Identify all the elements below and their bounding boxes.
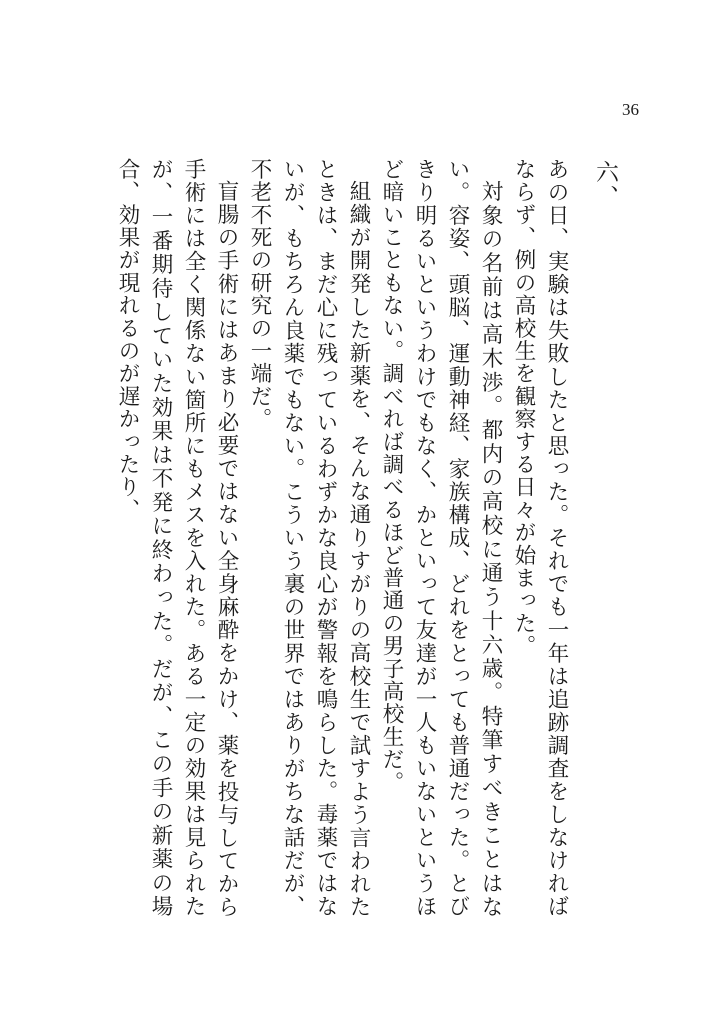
paragraph-3: 組織が開発した新薬を、そんな通りすがりの高校生で試すよう言われたときは、まだ心に残っているわずかな良心が警報を鳴らした。毒薬ではないが、もちろん良薬でもない。こういう裏の世界ではありがちな話だが、不老不死の研究の一端だ。 (247, 158, 371, 918)
chapter-heading: 六、 (592, 160, 618, 210)
paragraph-4: 盲腸の手術にはあまり必要ではない全身麻酔をかけ、薬を投与してから手術には全く関係ない箇所にもメスを入れた。ある一定の効果は見られたが、一番期待していた効果は不発に終わった。だが、この手の新薬の場合、効果が現れるのが遅かったり、 (115, 158, 239, 918)
body-text (115, 158, 573, 918)
paragraph-1: あの日、実験は失敗したと思った。それでも一年は追跡調査をしなければならず、例の高校生を観察する日々が始まった。 (511, 158, 569, 918)
paragraph-2: 対象の名前は高木渉。都内の高校に通う十六歳。特筆すべきことはない。容姿、頭脳、運動神経、家族構成、どれをとっても普通だった。とびきり明るいというわけでもなく、かといって友達が一人もいないというほど暗いこともない。調べれば調べるほど普通の男子高校生だ。 (379, 158, 503, 918)
page-number: 36 (622, 100, 639, 119)
